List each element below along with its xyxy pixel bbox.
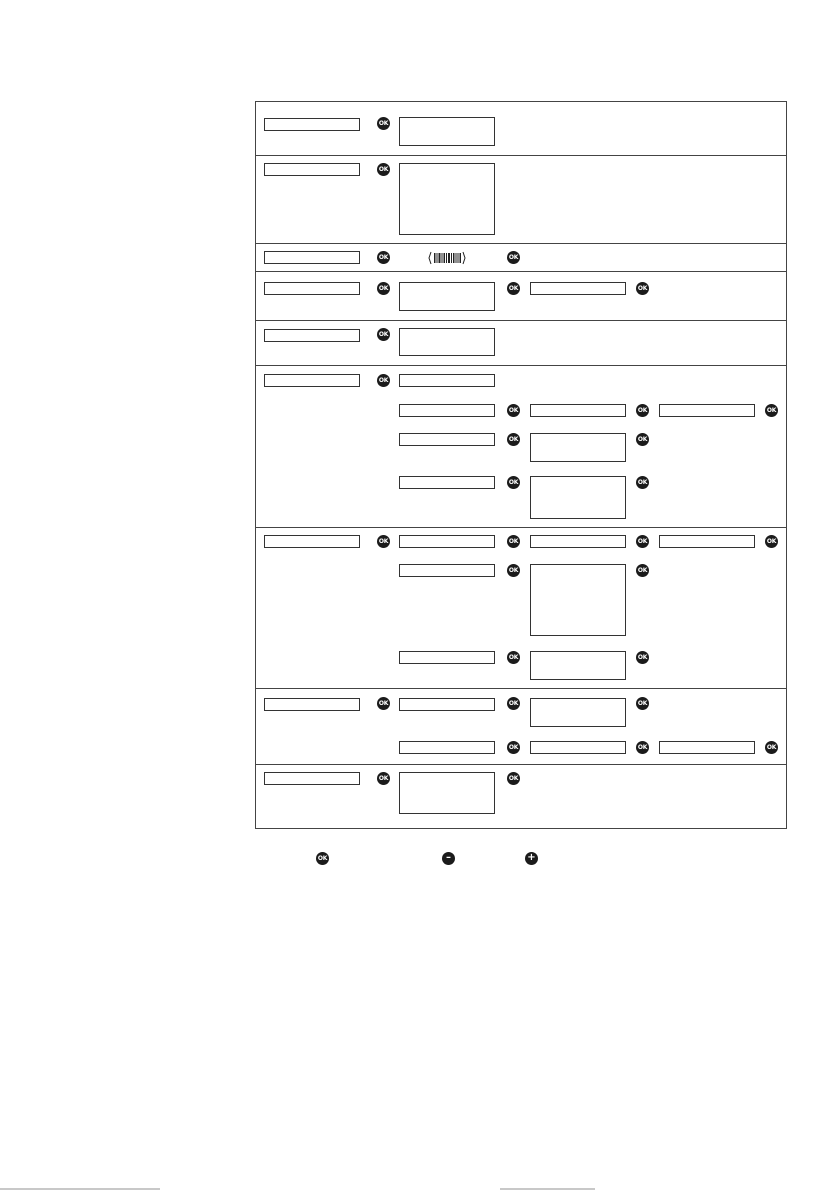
ok-button-icon: OK	[507, 564, 520, 577]
ok-button-icon: OK	[507, 772, 520, 785]
menu-item-box	[399, 433, 495, 446]
menu-item-box	[399, 698, 495, 711]
menu-item-box	[264, 251, 360, 264]
ok-button-icon: OK	[377, 163, 390, 176]
ok-button-icon: OK	[636, 651, 649, 664]
ok-button-icon: OK	[636, 476, 649, 489]
ok-button-icon: OK	[507, 741, 520, 754]
ok-button-icon: OK	[636, 697, 649, 710]
menu-item-box	[264, 698, 360, 711]
screen-box	[399, 163, 495, 235]
ok-button-icon: OK	[765, 741, 778, 754]
footer-mark	[500, 1186, 595, 1192]
footer-mark	[0, 1186, 160, 1192]
menu-item-box	[659, 404, 755, 417]
row-separator	[255, 764, 787, 765]
menu-item-box	[264, 118, 360, 131]
menu-item-box	[264, 535, 360, 548]
ok-button-icon: OK	[507, 404, 520, 417]
ok-button-icon: OK	[377, 374, 390, 387]
menu-item-box	[264, 374, 360, 387]
menu-item-box	[399, 476, 495, 489]
menu-item-box	[264, 163, 360, 176]
menu-item-box	[530, 404, 626, 417]
ok-button-icon: OK	[507, 433, 520, 446]
screen-box	[399, 282, 495, 311]
menu-item-box	[530, 535, 626, 548]
menu-flow-panel	[255, 101, 787, 829]
ok-button-icon: OK	[377, 697, 390, 710]
row-separator	[255, 271, 787, 272]
ok-button-icon: OK	[636, 741, 649, 754]
barcode-icon	[428, 250, 466, 266]
ok-button-icon: OK	[377, 328, 390, 341]
ok-button-icon: OK	[507, 535, 520, 548]
plus-button-icon: +	[525, 852, 538, 865]
screen-box	[530, 651, 626, 680]
menu-item-box	[264, 282, 360, 295]
ok-button-icon: OK	[507, 651, 520, 664]
row-separator	[255, 243, 787, 244]
ok-button-icon: OK	[636, 433, 649, 446]
menu-item-box	[399, 564, 495, 577]
ok-button-icon: OK	[377, 282, 390, 295]
ok-button-icon: OK	[636, 535, 649, 548]
ok-button-icon: OK	[507, 251, 520, 264]
screen-box	[399, 772, 495, 814]
ok-button-icon: OK	[507, 476, 520, 489]
menu-item-box	[530, 741, 626, 754]
minus-button-icon: –	[442, 852, 455, 865]
menu-item-box	[399, 651, 495, 664]
menu-item-box	[659, 741, 755, 754]
row-separator	[255, 155, 787, 156]
ok-button-icon: OK	[377, 117, 390, 130]
row-separator	[255, 688, 787, 689]
ok-button-icon: OK	[377, 251, 390, 264]
menu-item-box	[264, 772, 360, 785]
menu-item-box	[399, 374, 495, 387]
menu-item-box	[659, 535, 755, 548]
ok-button-icon: OK	[507, 282, 520, 295]
screen-box	[530, 433, 626, 462]
ok-button-icon: OK	[507, 697, 520, 710]
ok-button-icon: OK	[316, 852, 329, 865]
screen-box	[399, 328, 495, 356]
menu-item-box	[399, 535, 495, 548]
ok-button-icon: OK	[765, 404, 778, 417]
screen-box	[399, 117, 495, 146]
row-separator	[255, 527, 787, 528]
ok-button-icon: OK	[765, 535, 778, 548]
ok-button-icon: OK	[377, 772, 390, 785]
row-separator	[255, 320, 787, 321]
menu-item-box	[264, 329, 360, 342]
ok-button-icon: OK	[636, 282, 649, 295]
ok-button-icon: OK	[636, 404, 649, 417]
row-separator	[255, 365, 787, 366]
screen-box	[530, 698, 626, 727]
menu-item-box	[530, 282, 626, 295]
screen-box	[530, 476, 626, 519]
ok-button-icon: OK	[636, 564, 649, 577]
ok-button-icon: OK	[377, 535, 390, 548]
screen-box	[530, 564, 626, 636]
menu-item-box	[399, 741, 495, 754]
menu-item-box	[399, 404, 495, 417]
